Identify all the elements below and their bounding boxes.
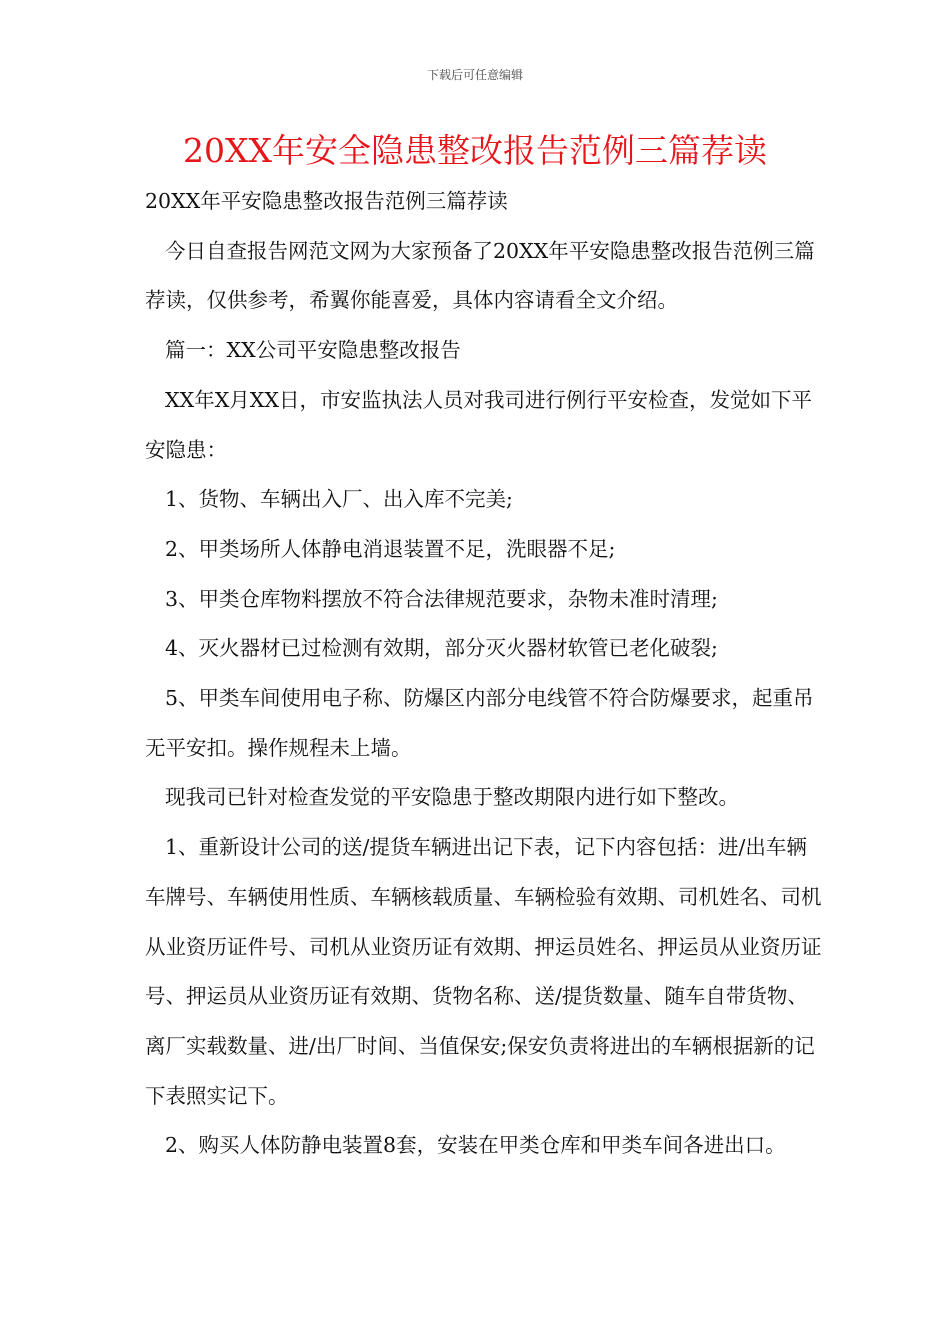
hazard-item: 4、灭火器材已过检测有效期，部分灭火器材软管已老化破裂; <box>165 636 718 661</box>
page-header-note: 下载后可任意编辑 <box>426 68 523 82</box>
hazard-item: 2、甲类场所人体静电消退装置不足，洗眼器不足; <box>165 536 616 561</box>
document-body <box>145 177 825 1171</box>
hazard-item: 3、甲类仓库物料摆放不符合法律规范要求，杂物未准时清理; <box>165 586 718 611</box>
rectification-intro: 现我司已针对检查发觉的平安隐患于整改期限内进行如下整改。 <box>165 785 739 810</box>
section-heading: 篇一：XX公司平安隐患整改报告 <box>165 338 461 363</box>
subtitle-paragraph: 20XX年平安隐患整改报告范例三篇荐读 <box>145 189 508 213</box>
hazard-item: 1、货物、车辆出入厂、出入库不完美; <box>165 487 513 512</box>
hazard-item: 5、甲类车间使用电子称、防爆区内部分电线管不符合防爆要求，起重吊无平安扣。操作规程未上墙。 <box>145 686 814 760</box>
intro-paragraph: 今日自查报告网范文网为大家预备了20XX年平安隐患整改报告范例三篇荐读，仅供参考，希翼你能喜爱，具体内容请看全文介绍。 <box>145 238 815 313</box>
rectification-item: 2、购买人体防静电装置8套，安装在甲类仓库和甲类车间各进出口。 <box>165 1133 786 1158</box>
inspection-paragraph: XX年X月XX日，市安监执法人员对我司进行例行平安检查，发觉如下平安隐患： <box>145 387 812 462</box>
document-title: 20XX年安全隐患整改报告范例三篇荐读 <box>183 131 767 170</box>
rectification-item: 1、重新设计公司的送/提货车辆进出记下表，记下内容包括：进/出车辆车牌号、车辆使用性质、车辆核载质量、车辆检验有效期、司机姓名、司机从业资历证件号、司机从业资历证有效期、押运员姓名、押运员从业资历证号、押运员从业资历证有效期、货物名称、送/提货数量、随车自带货物、离厂实载数量、进/出厂时间、当值保安;保安负责将进出的车辆根据新的记下表照实记下。 <box>145 835 822 1108</box>
